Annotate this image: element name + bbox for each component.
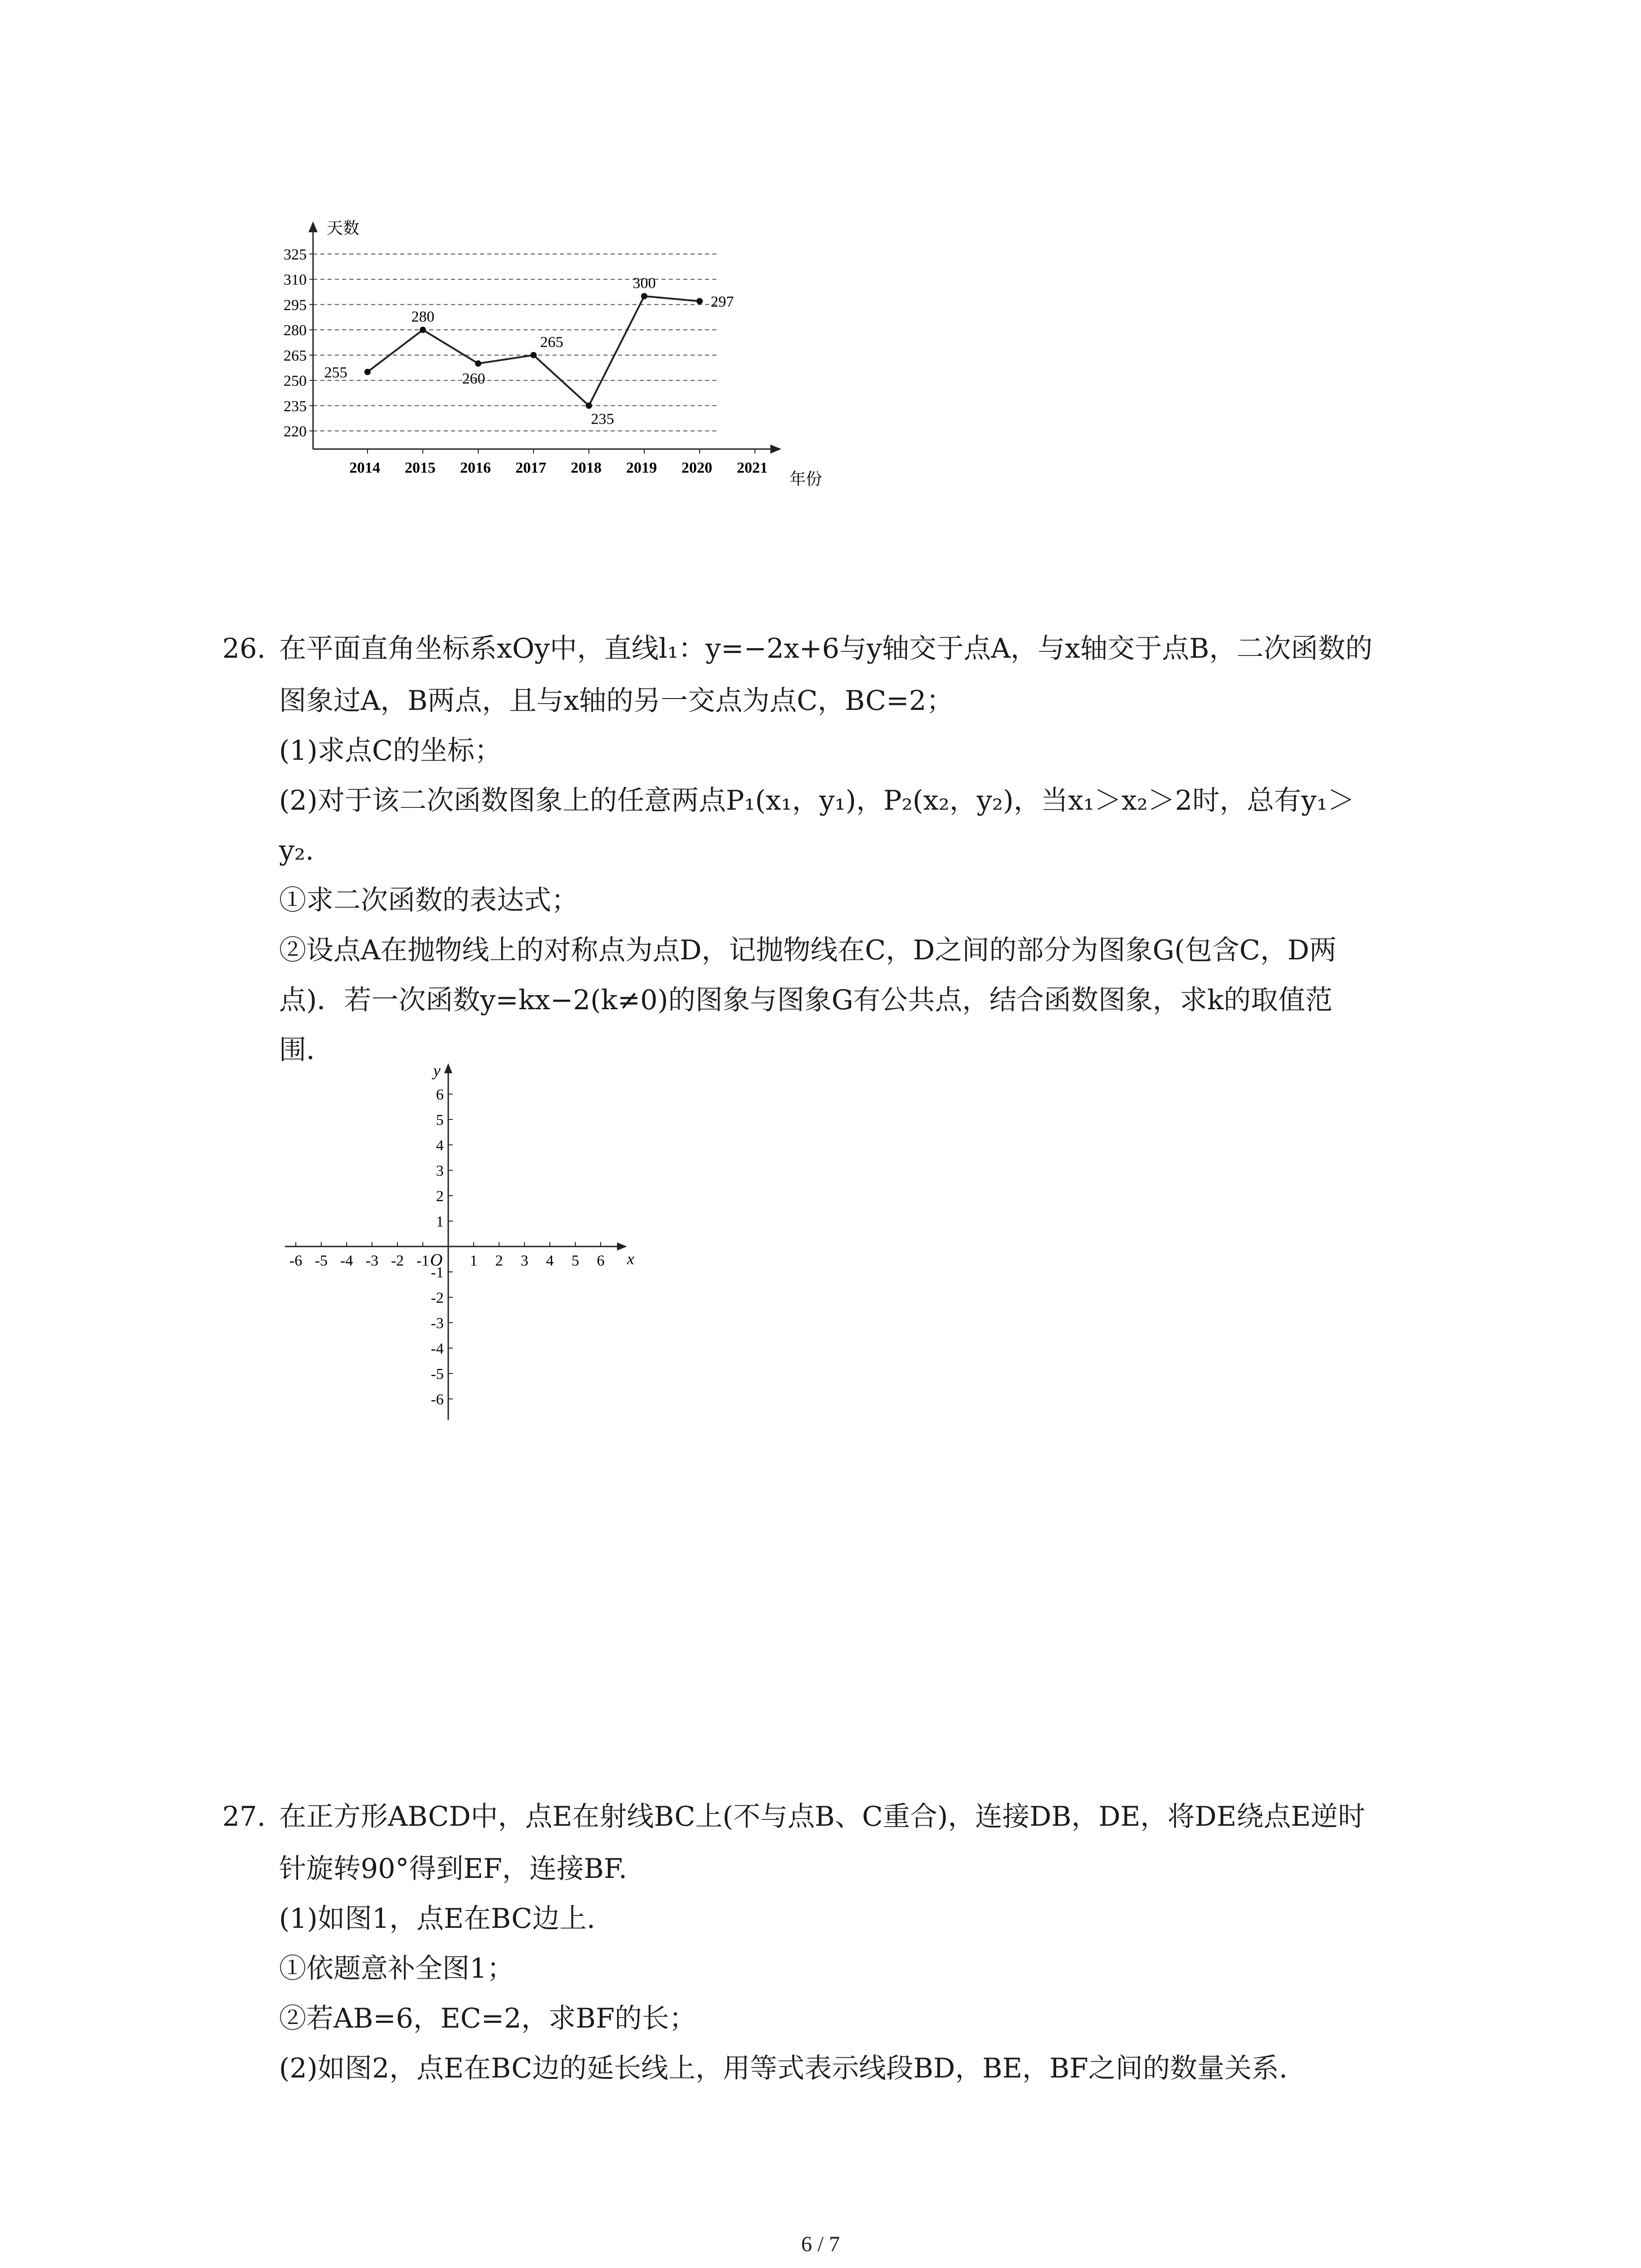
- x-axis-arrow: [617, 1242, 627, 1251]
- chart-y-tick-label: 235: [284, 398, 307, 415]
- chart-x-axis-arrow: [770, 445, 781, 454]
- chart-data-labels: [324, 275, 734, 427]
- chart-data-point: [530, 352, 537, 358]
- chart-gridlines: [313, 254, 717, 431]
- x-tick-label: -3: [365, 1252, 379, 1269]
- question-26-part-1: (1)求点C的坐标；: [279, 735, 502, 767]
- question-26-number: 26.: [222, 633, 266, 665]
- question-26-sub-2-end: 围．: [279, 1034, 333, 1066]
- chart-y-tick-label: 250: [284, 372, 307, 390]
- question-26-line-1: 在平面直角坐标系xOy中，直线l₁：y=−2x+6与y轴交于点A，与x轴交于点B，二次函数的: [279, 633, 1373, 665]
- page-number: 6 / 7: [801, 2232, 840, 2256]
- chart-data-point: [641, 293, 647, 299]
- chart-x-tick-label: 2020: [681, 459, 712, 476]
- y-tick-label: -1: [431, 1264, 444, 1281]
- question-26-sub-2: ②设点A在抛物线上的对称点为点D，记抛物线在C，D之间的部分为图象G(包含C，D两: [279, 934, 1337, 966]
- chart-x-tick-label: 2016: [460, 459, 491, 476]
- chart-data-label: 260: [462, 370, 485, 387]
- question-27-part-2: (2)如图2，点E在BC边的延长线上，用等式表示线段BD，BE，BF之间的数量关系.: [279, 2053, 1288, 2084]
- y-tick-label: 5: [436, 1112, 444, 1129]
- y-tick-label: 1: [436, 1213, 444, 1230]
- x-tick-label: 5: [571, 1252, 579, 1269]
- question-26-part-2: (2)对于该二次函数图象上的任意两点P₁(x₁，y₁)，P₂(x₂，y₂)，当x₁＞x₂＞2时，总有y₁＞: [279, 785, 1355, 816]
- x-tick-label: -2: [391, 1252, 404, 1269]
- question-27-line-2: 针旋转90°得到EF，连接BF.: [279, 1853, 627, 1885]
- chart-data-point: [364, 369, 371, 375]
- chart-x-tick-label: 2015: [405, 459, 436, 476]
- y-axis-letter: y: [433, 1061, 441, 1080]
- y-tick-label: 4: [436, 1137, 444, 1154]
- chart-y-tick-labels: [284, 246, 307, 440]
- question-27-sub-1: ①依题意补全图1；: [279, 1953, 514, 1984]
- chart-data-label: 300: [632, 274, 656, 292]
- chart-y-tick-label: 310: [284, 271, 307, 288]
- chart-x-tick-label: 2014: [349, 459, 380, 476]
- chart-data-label: 297: [710, 293, 734, 310]
- question-27-part-1: (1)如图1，点E在BC边上.: [279, 1903, 596, 1935]
- chart-y-tick-label: 280: [284, 322, 307, 339]
- chart-y-axis-label: 天数: [327, 219, 360, 237]
- chart-x-tick-label: 2019: [626, 459, 657, 476]
- chart-data-point: [420, 327, 426, 333]
- x-tick-label: 3: [520, 1252, 529, 1269]
- y-tick-label: -2: [431, 1290, 444, 1306]
- days-line-chart: [263, 209, 853, 499]
- question-26-line-2: 图象过A，B两点，且与x轴的另一交点为点C，BC=2；: [279, 685, 954, 717]
- x-axis-tick-labels: [289, 1252, 605, 1269]
- question-26-sub-1: ①求二次函数的表达式；: [279, 885, 578, 916]
- chart-x-tick-labels: [349, 459, 768, 476]
- chart-y-tick-label: 325: [284, 246, 307, 263]
- chart-y-axis-arrow: [309, 221, 318, 232]
- y-tick-label: -6: [431, 1391, 444, 1408]
- y-tick-label: 6: [436, 1086, 444, 1103]
- question-26-sub-2-cont: 点)．若一次函数y=kx−2(k≠0)的图象与图象G有公共点，结合函数图象，求k的取值范: [279, 984, 1333, 1016]
- question-26-part-2-cont: y₂.: [279, 835, 314, 866]
- x-tick-label: 6: [597, 1252, 605, 1269]
- chart-data-point: [696, 298, 703, 304]
- question-27-sub-2: ②若AB=6，EC=2，求BF的长；: [279, 2003, 696, 2034]
- chart-data-label: 235: [591, 411, 614, 428]
- chart-x-tick-label: 2018: [571, 459, 602, 476]
- chart-data-label: 265: [540, 333, 563, 351]
- x-tick-label: 1: [470, 1252, 478, 1269]
- axes-lines: [285, 1063, 627, 1420]
- y-tick-label: -4: [431, 1340, 444, 1357]
- coordinate-axes-figure: [272, 1057, 662, 1429]
- chart-y-tick-label: 220: [284, 423, 307, 440]
- x-tick-label: 4: [546, 1252, 554, 1269]
- chart-data-label: 255: [324, 364, 348, 381]
- x-tick-label: -6: [289, 1252, 303, 1269]
- x-tick-label: -4: [340, 1252, 353, 1269]
- x-tick-label: -5: [314, 1252, 328, 1269]
- chart-data-point: [475, 360, 481, 367]
- question-27-line-1: 在正方形ABCD中，点E在射线BC上(不与点B、C重合)，连接DB，DE，将DE绕点E逆时: [279, 1801, 1366, 1833]
- x-tick-label: -1: [416, 1252, 430, 1269]
- y-tick-label: 3: [436, 1163, 444, 1179]
- chart-y-tick-label: 295: [284, 297, 307, 314]
- y-tick-label: -3: [431, 1315, 444, 1332]
- chart-x-tick-label: 2017: [515, 459, 546, 476]
- question-27-number: 27.: [222, 1801, 266, 1833]
- chart-data-label: 280: [411, 308, 435, 326]
- y-tick-label: 2: [436, 1188, 444, 1205]
- chart-y-tick-label: 265: [284, 347, 307, 364]
- y-axis-arrow: [444, 1063, 452, 1073]
- x-tick-label: 2: [495, 1252, 503, 1269]
- chart-x-tick-label: 2021: [737, 459, 768, 476]
- chart-x-axis-label: 年份: [789, 470, 823, 488]
- origin-label: O: [430, 1251, 443, 1270]
- x-axis-letter: x: [627, 1250, 634, 1268]
- y-tick-label: -5: [431, 1366, 444, 1383]
- chart-data-point: [586, 402, 592, 409]
